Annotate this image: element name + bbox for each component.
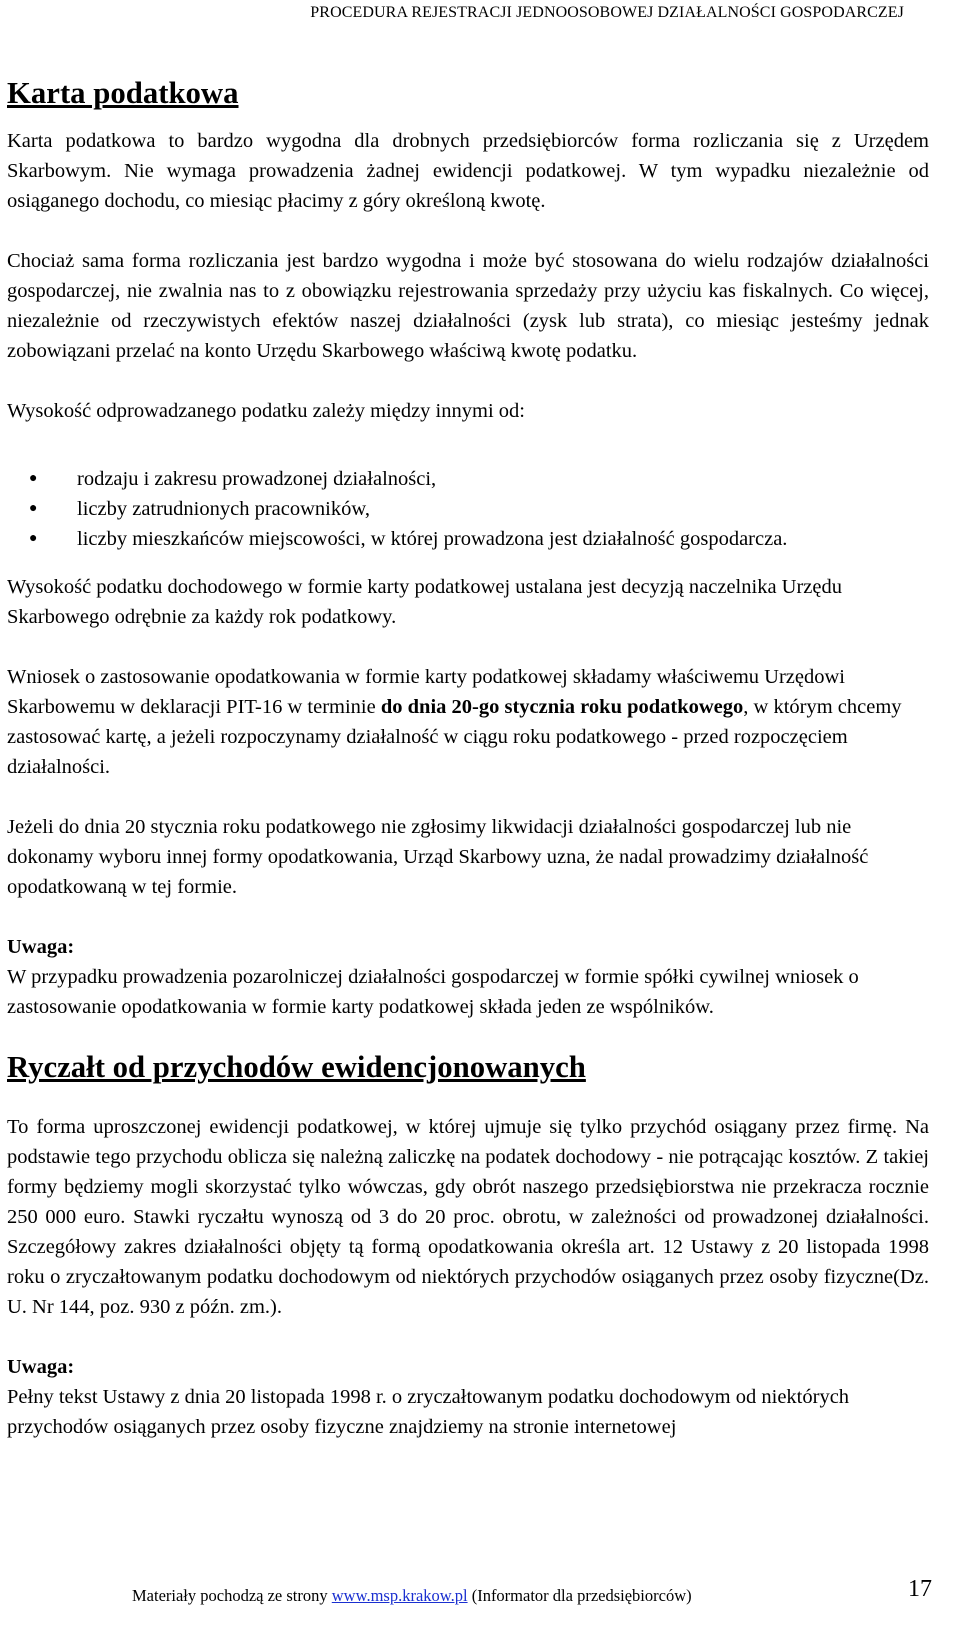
note-label: Uwaga:	[7, 1356, 75, 1378]
section-heading-ryczalt: Ryczałt od przychodów ewidencjonowanych	[7, 1050, 586, 1084]
running-header: PROCEDURA REJESTRACJI JEDNOOSOBOWEJ DZIAŁALNOŚCI GOSPODARCZEJ	[310, 4, 904, 21]
list-item-text: liczby zatrudnionych pracowników,	[77, 498, 370, 520]
list-item-text: rodzaju i zakresu prowadzonej działalności,	[77, 468, 437, 490]
note-text: W przypadku prowadzenia pozarolniczej działalności gospodarczej w formie spółki cywilnej wniosek o zastosowanie opodatkowania w formie karty podatkowej składa jeden ze wspólników.	[7, 966, 859, 1018]
paragraph-tax-amount-factors: Wysokość odprowadzanego podatku zależy między innymi od:	[7, 400, 525, 422]
document-body	[7, 78, 929, 1442]
note-label: Uwaga:	[7, 936, 75, 958]
note-ryczalt	[7, 1352, 929, 1442]
footer-website-link[interactable]: www.msp.krakow.pl	[331, 1586, 468, 1605]
bullet-icon: ●	[29, 471, 38, 486]
note-text: Pełny tekst Ustawy z dnia 20 listopada 1998 r. o zryczałtowanym podatku dochodowym od niektórych przychodów osiąganych przez osoby fizyczne znajdziemy na stronie internetowej	[7, 1386, 850, 1438]
paragraph-application-deadline	[7, 662, 929, 782]
list-item-text: liczby mieszkańców miejscowości, w której prowadzona jest działalność gospodarcza.	[77, 528, 788, 550]
bullet-icon: ●	[29, 501, 38, 516]
paragraph-karta-obligations: Chociaż sama forma rozliczania jest bardzo wygodna i może być stosowana do wielu rodzajów działalności gospodarczej, nie zwalnia nas to z obowiązku rejestrowania sprzedaży przy użyciu kas fiskalnych. Co więcej, niezależnie od rzeczywistych efektów naszej działalności (zysk lub strata), co miesiąc jesteśmy jednak zobowiązani przelać na konto Urzędu Skarbowego właściwą kwotę podatku.	[7, 250, 929, 362]
page-footer	[132, 1586, 692, 1606]
paragraph-karta-intro: Karta podatkowa to bardzo wygodna dla drobnych przedsiębiorców forma rozliczania się z Urzędem Skarbowym. Nie wymaga prowadzenia żadnej ewidencji podatkowej. W tym wypadku niezależnie od osiąganego dochodu, co miesiąc płacimy z góry określoną kwotę.	[7, 130, 929, 212]
footer-suffix: (Informator dla przedsiębiorców)	[467, 1586, 692, 1605]
list-item	[7, 464, 929, 494]
page-number: 17	[908, 1576, 932, 1602]
list-item	[7, 524, 929, 554]
factors-list	[7, 464, 929, 554]
list-item	[7, 494, 929, 524]
section-heading-karta-podatkowa: Karta podatkowa	[7, 76, 239, 110]
paragraph-default-continuation: Jeżeli do dnia 20 stycznia roku podatkowego nie zgłosimy likwidacji działalności gospodarczej lub nie dokonamy wyboru innej formy opodatkowania, Urząd Skarbowy uzna, że nadal prowadzimy działalność opodatkowaną w tej formie.	[7, 816, 869, 898]
deadline-text-end: , w którym chcemy zastosować kartę, a jeżeli rozpoczynamy działalność w ciągu roku podatkowego - przed rozpoczęciem działalności.	[7, 696, 902, 778]
note-karta	[7, 932, 929, 1022]
deadline-emphasis: do dnia 20-go stycznia roku podatkowego	[380, 696, 744, 718]
bullet-icon: ●	[29, 531, 38, 546]
footer-prefix: Materiały pochodzą ze strony	[132, 1586, 332, 1605]
paragraph-tax-decision: Wysokość podatku dochodowego w formie karty podatkowej ustalana jest decyzją naczelnika Urzędu Skarbowego odrębnie za każdy rok podatkowy.	[7, 576, 842, 628]
deadline-text-start: Wniosek o zastosowanie opodatkowania w formie karty podatkowej składamy właściwemu Urzędowi Skarbowemu w deklaracji PIT-16 w terminie	[7, 666, 845, 718]
paragraph-ryczalt-description: To forma uproszczonej ewidencji podatkowej, w której ujmuje się tylko przychód osiągany przez firmę. Na podstawie tego przychodu oblicza się należną zaliczkę na podatek dochodowy - nie potrącając kosztów. Z takiej formy będziemy mogli skorzystać tylko wówczas, gdy obrót naszego przedsiębiorstwa nie przekracza rocznie 250 000 euro. Stawki ryczałtu wynoszą od 3 do 20 proc. obrotu, w zależności od prowadzonej działalności. Szczegółowy zakres działalności objęty tą formą opodatkowania określa art. 12 Ustawy z 20 listopada 1998 roku o zryczałtowanym podatku dochodowym od niektórych przychodów osiąganych przez osoby fizyczne(Dz. U. Nr 144, poz. 930 z późn. zm.).	[7, 1116, 929, 1318]
